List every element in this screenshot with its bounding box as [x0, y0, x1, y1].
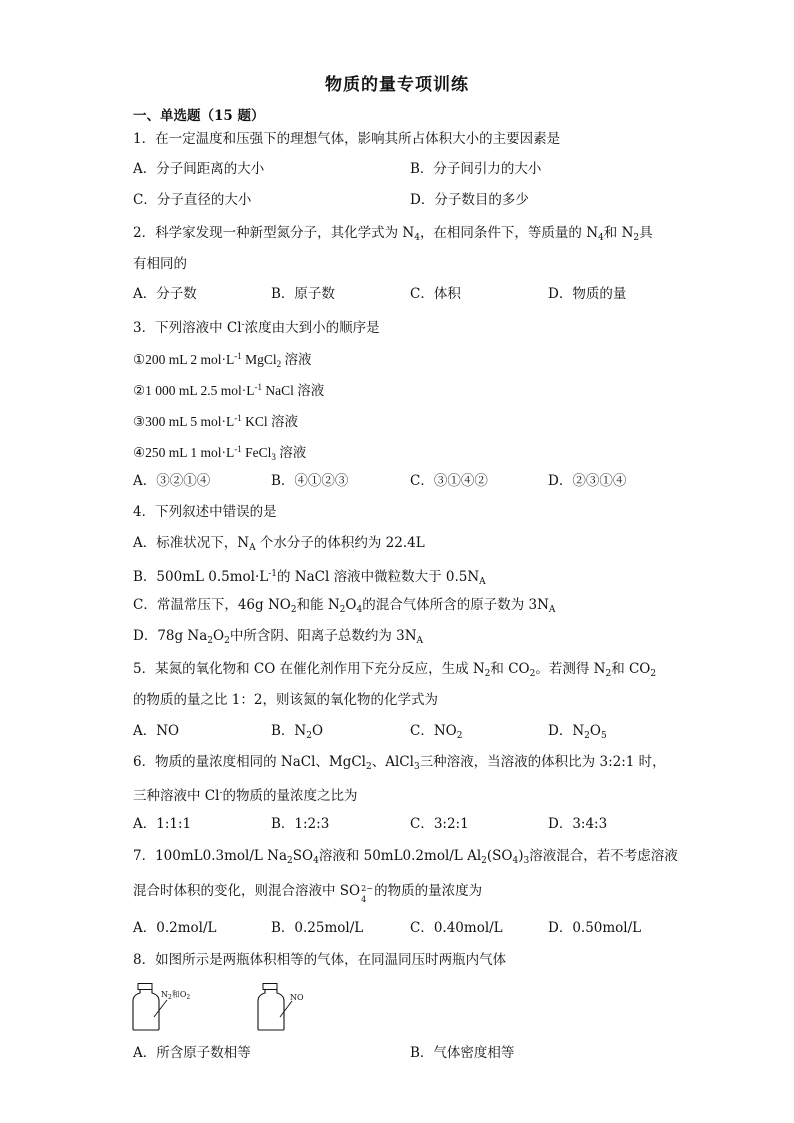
question-8-option-a: A．所含原子数相等 — [133, 1045, 251, 1061]
question-5-stem: 5．某氮的氧化物和 CO 在催化剂作用下充分反应，生成 $N_2$和 $CO_2$。若测得 $N_2$和 $CO_2$ — [133, 661, 657, 679]
question-6-stem: 6．物质的量浓度相同的 NaCl、MgCl$_2$、AlCl$_3$三种溶液，当溶液的体积比为 3:2:1 时， — [133, 754, 666, 772]
question-2-stem-line2: 有相同的 — [133, 256, 187, 272]
question-3-item-4: ④250 mL 1 $mol\cdot L^{-1}$ FeCl$_3$ 溶液 — [133, 444, 307, 462]
bottle-2-drawing — [256, 983, 316, 1033]
page-title: 物质的量专项训练 — [325, 75, 469, 95]
question-1-option-b: B．分子间引力的大小 — [410, 161, 542, 177]
question-5-option-d: D．$N_2O_5$ — [548, 723, 607, 741]
question-7-option-d: D．0.50mol/L — [548, 920, 642, 936]
question-8-stem: 8．如图所示是两瓶体积相等的气体，在同温同压时两瓶内气体 — [133, 952, 507, 968]
question-5-option-b: B．$N_2O$ — [271, 723, 324, 741]
question-4-stem: 4．下列叙述中错误的是 — [133, 504, 277, 520]
question-3-option-b: B．④①②③ — [271, 473, 349, 489]
question-5-stem-line2: 的物质的量之比 1：2，则该氮的氧化物的化学式为 — [133, 692, 438, 708]
question-2-stem: 2．科学家发现一种新型氮分子，其化学式为 $N_4$，在相同条件下，等质量的 $N_4$和 $N_2$具 — [133, 225, 653, 243]
question-7-stem: 7．100mL0.3mol/L $Na_2SO_4$溶液和 50mL0.2mol/L $Al_2(SO_4)_3$溶液混合，若不考虑溶液 — [133, 848, 678, 866]
question-3-item-2: ②1 000 mL 2.5 $mol\cdot L^{-1}$ NaCl 溶液 — [133, 382, 325, 398]
question-4-option-d: D．78g $Na_2O_2$中所含阴、阳离子总数约为 $3N_A$ — [133, 628, 424, 646]
question-1-option-c: C．分子直径的大小 — [133, 192, 252, 208]
bottle-2-label: NO — [290, 993, 304, 1002]
question-2-option-c: C．体积 — [410, 286, 461, 302]
question-4-option-b: B．500mL $0.5mol\cdot L^{-1}$的 NaCl 溶液中微粒数大于 $0.5N_A$ — [133, 569, 486, 587]
question-6-option-a: A．1:1:1 — [133, 816, 192, 832]
question-5-option-a: A．NO — [133, 723, 180, 739]
question-3-option-c: C．③①④② — [410, 473, 488, 489]
question-7-option-c: C．0.40mol/L — [410, 920, 503, 936]
question-7-stem-line2: 混合时体积的变化，则混合溶液中 SO 2− 4 的物质的量浓度为 — [133, 883, 483, 904]
question-2-option-a: A．分子数 — [133, 286, 197, 302]
question-8-option-b: B．气体密度相等 — [410, 1045, 515, 1061]
question-6-stem-line2: 三种溶液中 Cl-的物质的量浓度之比为 — [133, 788, 358, 804]
question-6-option-c: C．3:2:1 — [410, 816, 469, 832]
question-1-option-a: A．分子间距离的大小 — [133, 161, 265, 177]
question-3-stem: 3．下列溶液中 Cl-浓度由大到小的顺序是 — [133, 320, 380, 336]
question-1-stem: 1．在一定温度和压强下的理想气体，影响其所占体积大小的主要因素是 — [133, 131, 561, 147]
bottle-1-label: $N_2$和$O_2$ — [161, 990, 191, 1001]
question-1-option-d: D．分子数目的多少 — [410, 192, 529, 208]
question-7-option-b: B．0.25mol/L — [271, 920, 364, 936]
question-4-option-c: C．常温常压下，46g $NO_2$和能 $N_2O_4$的混合气体所含的原子数为 $3N_A$ — [133, 597, 556, 615]
question-6-option-b: B．1:2:3 — [271, 816, 330, 832]
question-3-item-1: ①200 mL 2 $mol\cdot L^{-1}$ MgCl$_2$ 溶液 — [133, 351, 312, 369]
question-2-option-b: B．原子数 — [271, 286, 335, 302]
question-3-option-a: A．③②①④ — [133, 473, 211, 489]
question-4-option-a: A．标准状况下，$N_A$ 个水分子的体积约为 22.4L — [133, 535, 425, 553]
section-heading: 一、单选题（15 题） — [133, 108, 265, 124]
question-6-option-d: D．3:4:3 — [548, 816, 608, 832]
question-2-option-d: D．物质的量 — [548, 286, 627, 302]
question-3-item-3: ③300 mL 5 $mol\cdot L^{-1}$ KCl 溶液 — [133, 413, 298, 429]
question-7-option-a: A．0.2mol/L — [133, 920, 217, 936]
bottle-no-figure — [256, 983, 316, 1033]
question-3-option-d: D．②③①④ — [548, 473, 627, 489]
bottle-n2-o2-figure — [131, 983, 211, 1033]
question-5-option-c: C．$NO_2$ — [410, 723, 463, 741]
